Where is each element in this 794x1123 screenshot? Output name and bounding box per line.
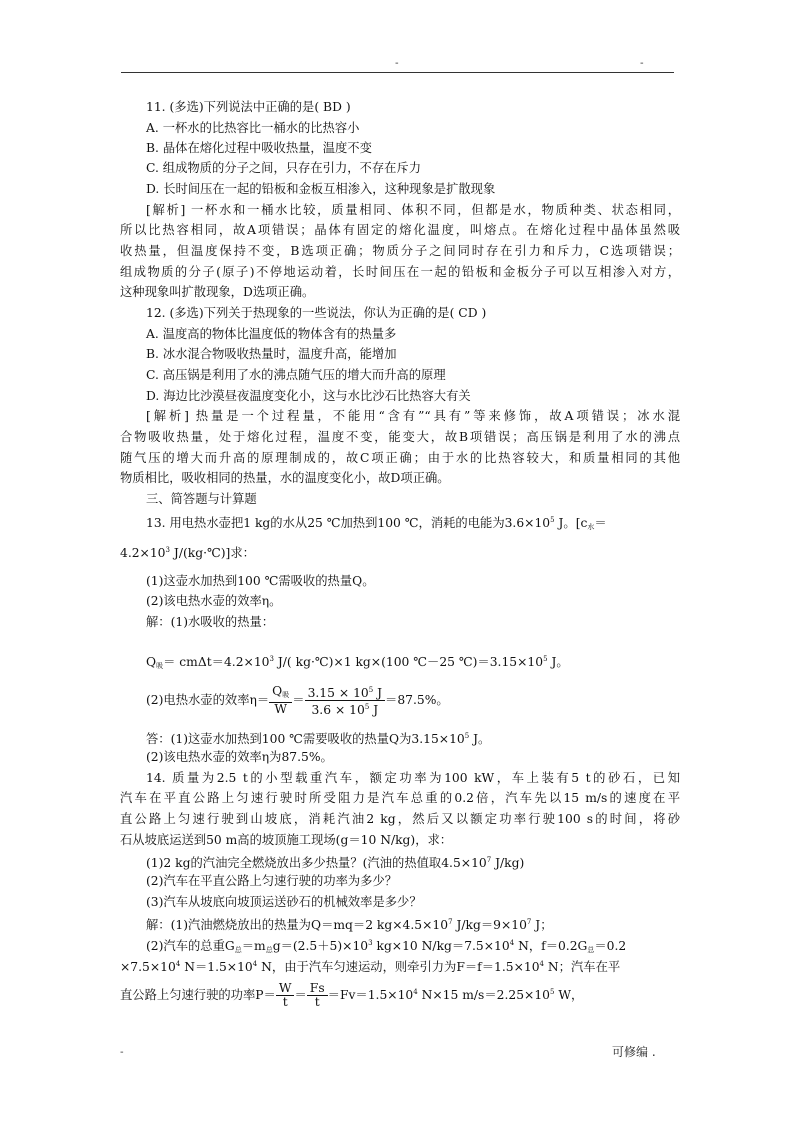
q14-solution-1: 解：(1)汽油燃烧放出的热量为Q＝mq＝2 $kg\times 4.5\times 10^7$ $J/kg=9\times 10^7$ J； — [146, 918, 553, 932]
q13-answer-2: (2)该电热水壶的效率η为87.5%。 — [146, 750, 333, 764]
q13-equation-efficiency — [146, 684, 449, 717]
header-mark-right: - — [640, 58, 644, 69]
q13-eq1-sub: 吸 — [156, 662, 164, 670]
q14-fraction-2-denominator: t — [314, 995, 320, 1009]
q14-fraction-2 — [307, 982, 328, 1009]
q14-stem-line4: 石从坡底运送到50 m高的坡顶施工现场(g＝10 N/kg)，求： — [120, 833, 453, 847]
q14-stem-line3: 直公路上匀速行驶到山坡底，消耗汽油2 kg，然后又以额定功率行驶100 s的时间，将砂 — [120, 812, 680, 826]
q14-solution-2: (2)汽车的总重$G_总=m_总g=(2.5+5)\times 10^3$ kg×10 $N/kg=7.5\times 10^4$ N，$f=0.2G_总=0.2$ — [146, 939, 627, 954]
q13-stem2-exp: 3 — [165, 546, 170, 554]
q13-eq1-c: J/( kg·℃)×1 kg×(100 ℃－25 ℃)＝3.15×10 — [273, 655, 544, 669]
q12-option-c: C. 高压锅是利用了水的沸点随气压的增大而升高的原理 — [146, 368, 446, 382]
q11-option-b: B. 晶体在熔化过程中吸收热量，温度不变 — [146, 141, 372, 155]
q13-fraction-1-denominator: W — [274, 702, 288, 716]
q14-solution-3: $\times 7.5\times 10^4$ $N=1.5\times 10^4$ N，由于汽车匀速运动，则牵引力为$F=f=1.5\times 10^4$ N；汽车在平 — [120, 960, 621, 974]
q11-option-d: D. 长时间压在一起的铅板和金板互相渗入，这种现象是扩散现象 — [146, 182, 496, 196]
q14-fraction-1-numerator: W — [276, 982, 295, 996]
q13-stem-b: J。[c — [554, 516, 588, 530]
footer-label: 可修编 . — [612, 1045, 656, 1059]
q13-stem-a: 13. 用电热水壶把1 kg的水从25 ℃加热到100 ℃，消耗的电能为3.6×10 — [146, 516, 551, 530]
q13-fraction-1 — [269, 685, 292, 716]
q13-part2: (2)该电热水壶的效率η。 — [146, 594, 282, 608]
q14-fraction-1 — [276, 982, 295, 1009]
q13-eq2-mid: ＝ — [292, 693, 305, 707]
q12-stem: 12. (多选)下列关于热现象的一些说法，你认为正确的是( CD ) — [146, 306, 487, 320]
q11-option-c: C. 组成物质的分子之间，只存在引力，不存在斥力 — [146, 161, 422, 175]
q12-analysis-line1: [解析] 热量是一个过程量，不能用“含有”“具有”等来修饰，故A项错误；冰水混 — [146, 409, 680, 423]
q13-stem-line1 — [146, 513, 607, 534]
q13-fraction-2 — [305, 684, 385, 717]
q13-stem2-b: J/(kg·℃)]求： — [169, 546, 255, 560]
q12-option-d: D. 海边比沙漠昼夜温度变化小，这与水比沙石比热容大有关 — [146, 389, 471, 403]
footer-mark-left: - — [120, 1047, 124, 1058]
q13-eq1-b: ＝ cmΔt＝4.2×10 — [163, 655, 270, 669]
q14-stem-line1: 14. 质量为2.5 t的小型载重汽车，额定功率为100 kW，车上装有5 t的砂石，已知 — [146, 771, 680, 785]
q14-part2: (2)汽车在平直公路上匀速行驶的功率为多少？ — [146, 874, 398, 888]
q12-analysis-line4: 物质相比，吸收相同的热量，水的温度变化小，故D项正确。 — [120, 471, 450, 485]
section-heading: 三、简答题与计算题 — [146, 492, 257, 506]
q11-stem: 11. (多选)下列说法中正确的是( BD ) — [146, 100, 351, 114]
q14-part3: (3)汽车从坡底向坡顶运送砂石的机械效率是多少？ — [146, 895, 422, 909]
q13-eq1-exp2: 5 — [543, 655, 548, 663]
q13-answer-1: 答：(1)这壶水加热到100 ℃需要吸收的热量Q为$3.15\times 10^5$ J。 — [146, 732, 491, 746]
q13-equation-heat — [146, 652, 569, 673]
q13-eq1-d: J。 — [547, 655, 569, 669]
q14-fraction-1-denominator: t — [282, 995, 288, 1009]
q12-option-a: A. 温度高的物体比温度低的物体含有的热量多 — [146, 327, 397, 341]
q11-analysis-line1: [解析] 一杯水和一桶水比较，质量相同、体积不同，但都是水，物质种类、状态相同， — [146, 203, 680, 217]
q13-eq2-post: ＝87.5%。 — [385, 693, 449, 707]
q13-part1: (1)这壶水加热到100 ℃需吸收的热量Q。 — [146, 574, 375, 588]
q13-solution-intro: 解：(1)水吸收的热量： — [146, 615, 275, 629]
q13-eq1-a: Q — [146, 655, 157, 669]
q13-stem-line2 — [120, 543, 255, 560]
q14-stem-line2: 汽车在平直公路上匀速行驶时所受阻力是汽车总重的0.2倍，汽车先以15 m/s的速度在平 — [120, 791, 680, 805]
q12-option-b: B. 冰水混合物吸收热量时，温度升高，能增加 — [146, 347, 397, 361]
q13-fraction-2-denominator: $3.6 \times 10^5$ J — [311, 703, 379, 717]
q13-stem2-a: 4.2×10 — [120, 546, 166, 560]
q13-eq2-pre: (2)电热水壶的效率η＝ — [146, 693, 270, 707]
q12-analysis-line2: 合物吸收热量，处于熔化过程，温度不变，能变大，故B项错误；高压锅是利用了水的沸点 — [120, 430, 680, 444]
q11-analysis-line4: 组成物质的分子(原子)不停地运动着，长时间压在一起的铅板和金板分子可以互相渗入对方， — [120, 265, 680, 279]
q14-part1: (1)2 kg的汽油完全燃烧放出多少热量？(汽油的热值取$4.5\times 10^7$ J/kg) — [146, 856, 525, 870]
q14-fraction-2-numerator: Fs — [307, 982, 328, 996]
q11-analysis-line2: 所以比热容相同，故A项错误；晶体有固定的熔化温度，叫熔点。在熔化过程中晶体虽然吸 — [120, 223, 680, 237]
q11-option-a: A. 一杯水的比热容比一桶水的比热容小 — [146, 121, 360, 135]
q13-stem-exp: 5 — [550, 516, 555, 524]
q13-stem-sub: 水 — [587, 523, 595, 531]
q13-stem-c: ＝ — [594, 516, 607, 530]
q13-fraction-1-numerator: $Q_吸$ — [269, 685, 292, 703]
q13-eq1-exp: 3 — [269, 655, 274, 663]
header-mark-center: - — [395, 58, 399, 69]
q13-fraction-2-numerator: $3.15 \times 10^5$ J — [305, 684, 385, 701]
q14-solution-4: 直公路上匀速行驶的功率P＝ $\frac{W}{t}$ ＝ $\frac{Fs}{t}$ $=Fv=1.5\times 10^4$ N×15 $m/s=2.25\times 10^5$ W， — [120, 981, 584, 1009]
q12-analysis-line3: 随气压的增大而升高的原理制成的，故C项正确；由于水的比热容较大，和质量相同的其他 — [120, 451, 680, 465]
q11-analysis-line3: 收热量，但温度保持不变，B选项正确；物质分子之间同时存在引力和斥力，C选项错误； — [120, 244, 680, 258]
header-rule — [121, 72, 674, 73]
q11-analysis-line5: 这种现象叫扩散现象，D选项正确。 — [120, 285, 315, 299]
